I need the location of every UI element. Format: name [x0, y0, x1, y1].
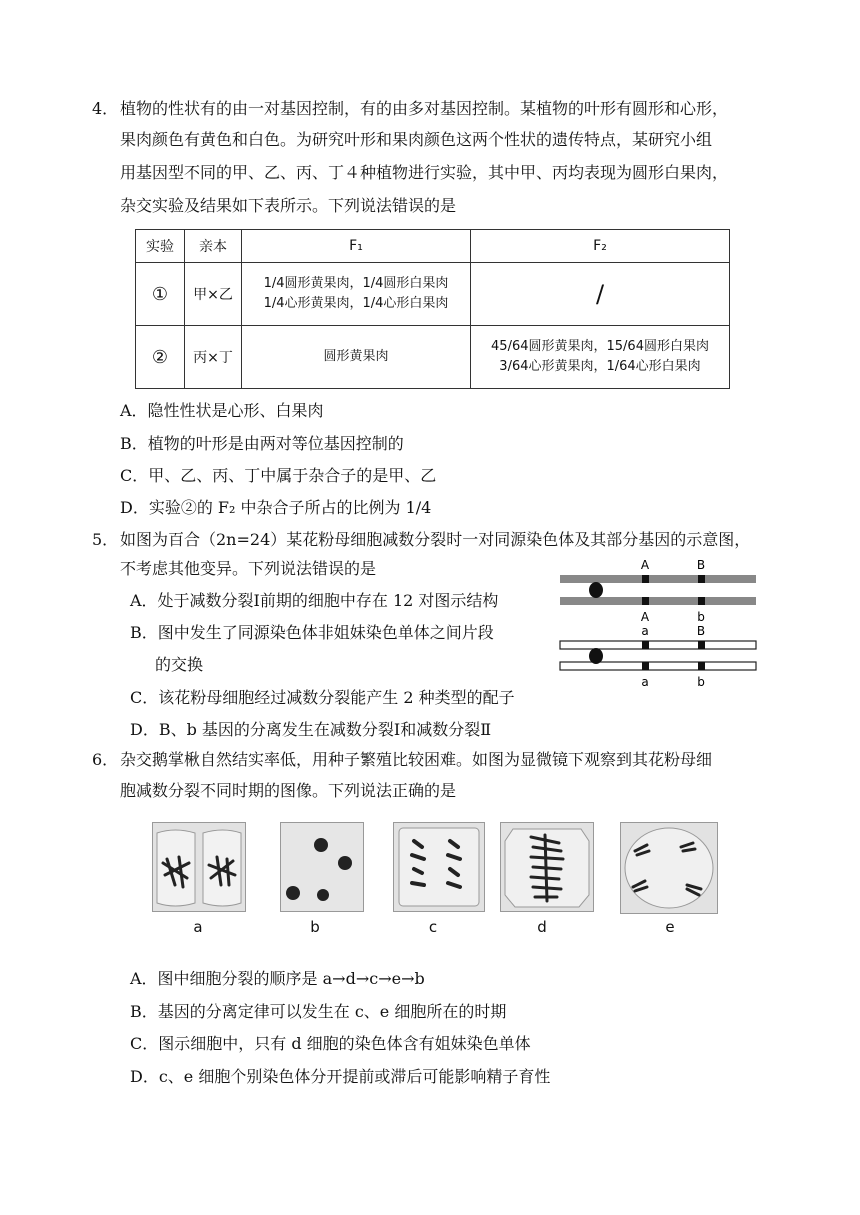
table-row [136, 263, 730, 326]
locus-mark [642, 597, 649, 605]
locus-mark [698, 575, 705, 583]
locus-mark [642, 575, 649, 583]
row2-f2-line-2: 3/64心形黄果肉，1/64心形白果肉 [499, 359, 701, 374]
chromatid-1 [560, 575, 756, 583]
micrograph-c [393, 822, 485, 912]
micrograph-e [620, 822, 718, 914]
header-parents: 亲本 [185, 230, 242, 263]
locus-mark [642, 662, 649, 670]
chromatid-4 [560, 662, 756, 670]
q5-number: 5． [92, 530, 119, 549]
q6-line-2: 胞减数分裂不同时期的图像。下列说法正确的是 [120, 781, 457, 800]
micrograph-label-b: b [310, 918, 320, 936]
gene-label: b [697, 675, 705, 689]
row2-f2-line-1: 45/64圆形黄果肉，15/64圆形白果肉 [491, 339, 709, 354]
header-f1: F₁ [242, 230, 471, 263]
q5-line-2: 不考虑其他变异。下列说法错误的是 [120, 559, 377, 578]
q4-line-3: 用基因型不同的甲、乙、丙、丁４种植物进行实验，其中甲、丙均表现为圆形白果肉， [120, 163, 729, 182]
q4-option-b: B．植物的叶形是由两对等位基因控制的 [120, 434, 404, 453]
locus-mark [698, 662, 705, 670]
q5-option-c: C．该花粉母细胞经过减数分裂能产生 2 种类型的配子 [130, 688, 515, 707]
micrograph-label-e: e [665, 918, 675, 936]
row2-parents: 丙×丁 [185, 326, 242, 389]
table-header-row [136, 230, 730, 263]
micrograph-label-d: d [537, 918, 547, 936]
row2-f2 [471, 326, 730, 389]
q4-line-4: 杂交实验及结果如下表所示。下列说法错误的是 [120, 196, 457, 215]
row1-parents: 甲×乙 [185, 263, 242, 326]
row1-f1 [242, 263, 471, 326]
header-f2: F₂ [471, 230, 730, 263]
row1-experiment: ① [136, 263, 185, 326]
gene-label: a [641, 624, 649, 638]
q4-line-2: 果肉颜色有黄色和白色。为研究叶形和果肉颜色这两个性状的遗传特点，某研究小组 [120, 130, 713, 149]
q5-option-b: B．图中发生了同源染色体非姐妹染色单体之间片段 [130, 623, 494, 642]
locus-mark [642, 641, 649, 649]
centromere-2 [589, 648, 603, 664]
q5-option-a: A．处于减数分裂Ⅰ前期的细胞中存在 12 对图示结构 [130, 591, 499, 610]
locus-mark [698, 597, 705, 605]
q6-option-b: B．基因的分离定律可以发生在 c、e 细胞所在的时期 [130, 1002, 507, 1021]
q6-option-a: A．图中细胞分裂的顺序是 a→d→c→e→b [130, 969, 425, 988]
table-row [136, 326, 730, 389]
q4-number: 4． [92, 99, 119, 118]
micrograph-a [152, 822, 246, 912]
row1-f2: / [471, 263, 730, 326]
gene-label: A [640, 610, 650, 624]
gene-label: B [696, 558, 706, 572]
q5-option-b-cont: 的交换 [155, 655, 204, 674]
q5-option-d: D．B、b 基因的分离发生在减数分裂Ⅰ和减数分裂Ⅱ [130, 720, 492, 739]
q5-line-1: 如图为百合（2n=24）某花粉母细胞减数分裂时一对同源染色体及其部分基因的示意图， [120, 530, 751, 549]
q4-option-d: D．实验②的 F₂ 中杂合子所占的比例为 1/4 [120, 498, 432, 517]
gene-label: b [697, 610, 705, 624]
q6-option-d: D．c、e 细胞个别染色体分开提前或滞后可能影响精子育性 [130, 1067, 551, 1086]
q6-line-1: 杂交鹅掌楸自然结实率低，用种子繁殖比较困难。如图为显微镜下观察到其花粉母细 [120, 750, 713, 769]
row2-f1: 圆形黄果肉 [242, 326, 471, 389]
centromere-1 [589, 582, 603, 598]
row1-f1-line-2: 1/4心形黄果肉，1/4心形白果肉 [263, 296, 449, 311]
micrograph-label-c: c [428, 918, 438, 936]
gene-label: B [696, 624, 706, 638]
homologous-chromosome-diagram [555, 555, 760, 690]
row1-f1-line-1: 1/4圆形黄果肉，1/4圆形白果肉 [263, 276, 449, 291]
q4-option-a: A．隐性性状是心形、白果肉 [120, 401, 324, 420]
micrograph-d [500, 822, 594, 912]
micrograph-label-a: a [193, 918, 203, 936]
q4-data-table [135, 229, 730, 389]
gene-label: A [640, 558, 650, 572]
q4-line-1: 植物的性状有的由一对基因控制，有的由多对基因控制。某植物的叶形有圆形和心形， [120, 99, 729, 118]
row2-experiment: ② [136, 326, 185, 389]
q6-number: 6． [92, 750, 119, 769]
header-experiment: 实验 [136, 230, 185, 263]
q6-option-c: C．图示细胞中，只有 d 细胞的染色体含有姐妹染色单体 [130, 1034, 531, 1053]
q4-option-c: C．甲、乙、丙、丁中属于杂合子的是甲、乙 [120, 466, 437, 485]
gene-label: a [641, 675, 649, 689]
micrograph-b [280, 822, 364, 912]
chromatid-3 [560, 641, 756, 649]
locus-mark [698, 641, 705, 649]
chromatid-2 [560, 597, 756, 605]
